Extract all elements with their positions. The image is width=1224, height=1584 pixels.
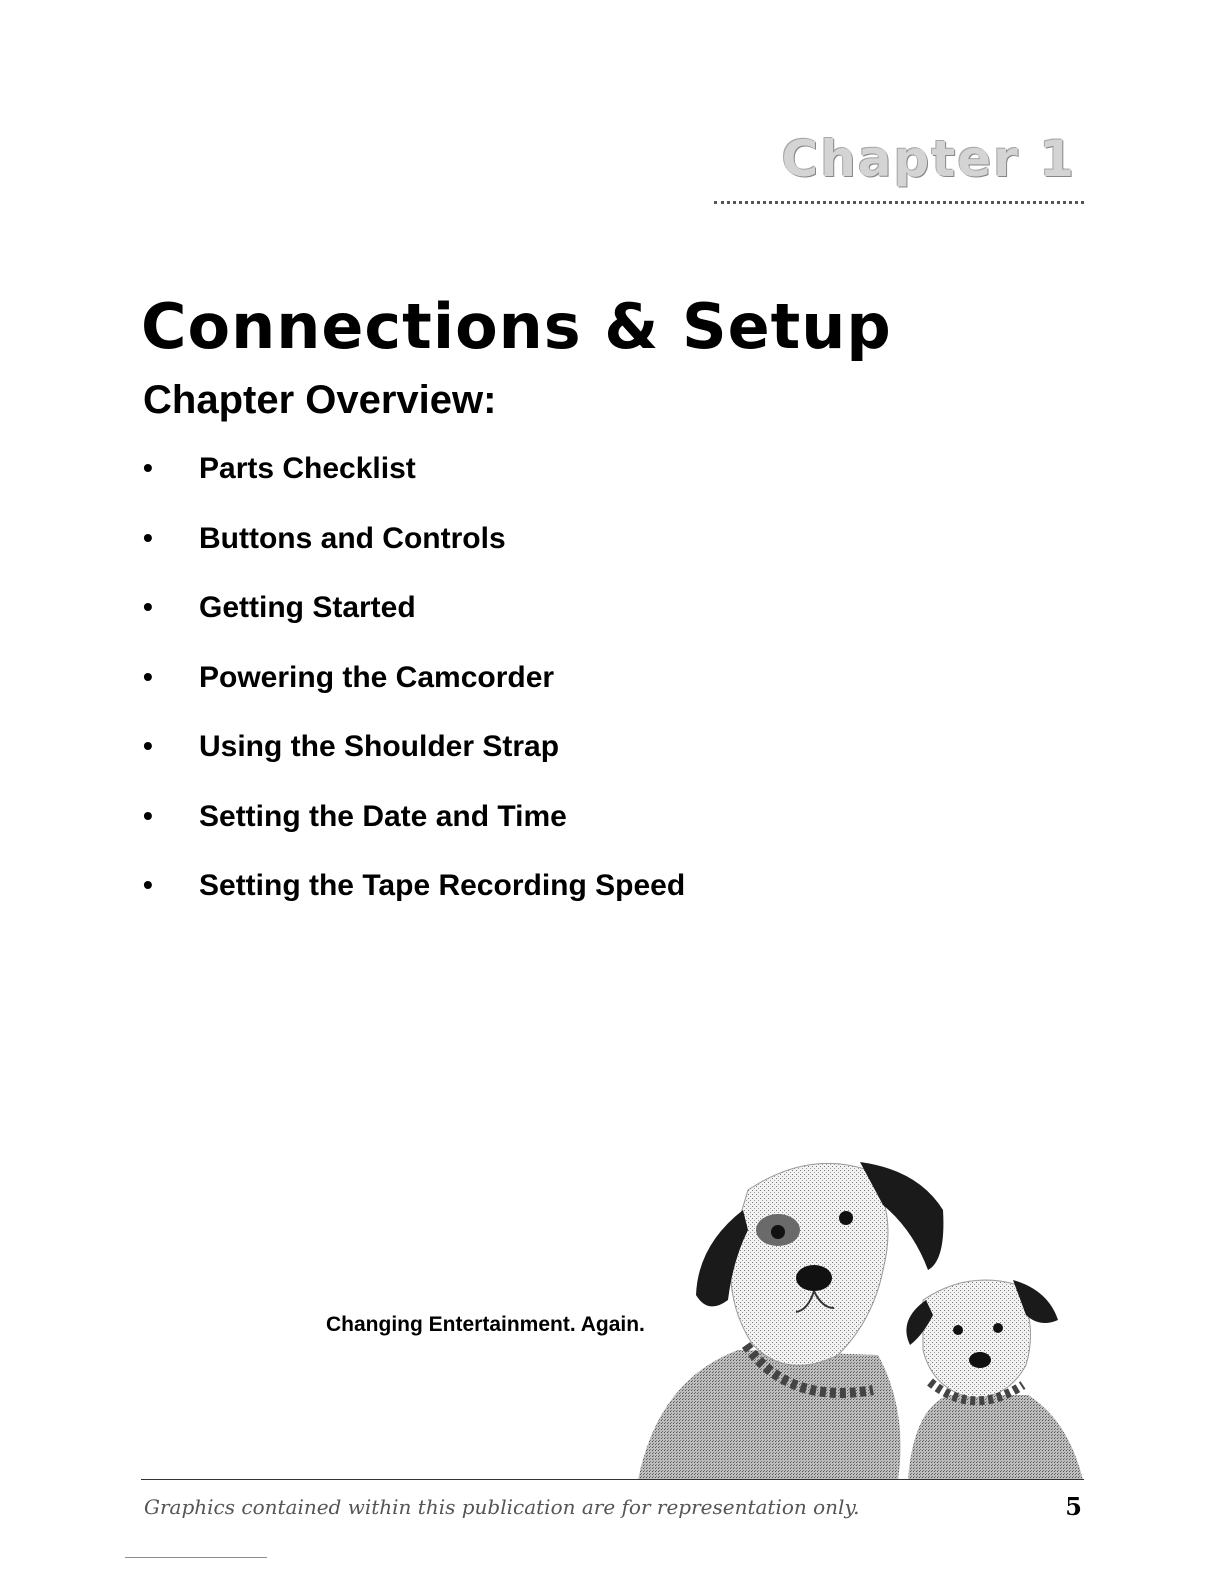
list-item: [143, 800, 685, 870]
small-dog-body: [908, 1395, 1083, 1480]
chapter-overview-list: [143, 452, 685, 939]
page-title: Connections & Setup: [141, 290, 892, 363]
big-dog-nose: [796, 1265, 832, 1291]
list-item: [143, 522, 685, 592]
big-dog-head: [731, 1163, 889, 1365]
list-item: [143, 869, 685, 939]
bullet-icon: •: [143, 730, 153, 761]
bullet-icon: •: [143, 591, 153, 622]
list-item: [143, 452, 685, 522]
bullet-icon: •: [143, 869, 153, 900]
list-item: [143, 591, 685, 661]
list-item-label: Getting Started: [199, 591, 416, 624]
list-item-label: Parts Checklist: [199, 452, 416, 485]
bullet-icon: •: [143, 521, 153, 553]
bullet-icon: •: [143, 799, 153, 831]
list-item: [143, 730, 685, 800]
list-item-label: Setting the Tape Recording Speed: [199, 869, 686, 902]
footer-divider: [141, 1479, 1084, 1480]
list-item-label: Setting the Date and Time: [199, 799, 567, 833]
small-dog-left-eye: [953, 1325, 963, 1335]
brand-tagline: Changing Entertainment. Again.: [326, 1313, 645, 1336]
page-number: 5: [1065, 1492, 1082, 1521]
bullet-icon: •: [143, 452, 153, 483]
list-item-label: Buttons and Controls: [199, 521, 506, 555]
big-dog-right-eye: [839, 1211, 853, 1225]
chapter-label: Chapter 1: [781, 130, 1076, 188]
big-dog-left-eye: [771, 1225, 785, 1239]
list-item-label: Powering the Camcorder: [199, 660, 555, 694]
small-dog-nose: [969, 1352, 991, 1368]
dogs-illustration-icon: [628, 1150, 1088, 1480]
chapter-divider: [714, 201, 1084, 204]
list-item: [143, 661, 685, 731]
footer-disclaimer: Graphics contained within this publication are for representation only.: [144, 1495, 860, 1519]
small-dog-right-eye: [993, 1323, 1003, 1333]
small-dog-head: [923, 1280, 1031, 1398]
list-item-label: Using the Shoulder Strap: [199, 730, 560, 763]
section-subtitle: Chapter Overview:: [143, 378, 497, 422]
bottom-edge-mark: [125, 1557, 267, 1558]
bullet-icon: •: [143, 660, 153, 692]
